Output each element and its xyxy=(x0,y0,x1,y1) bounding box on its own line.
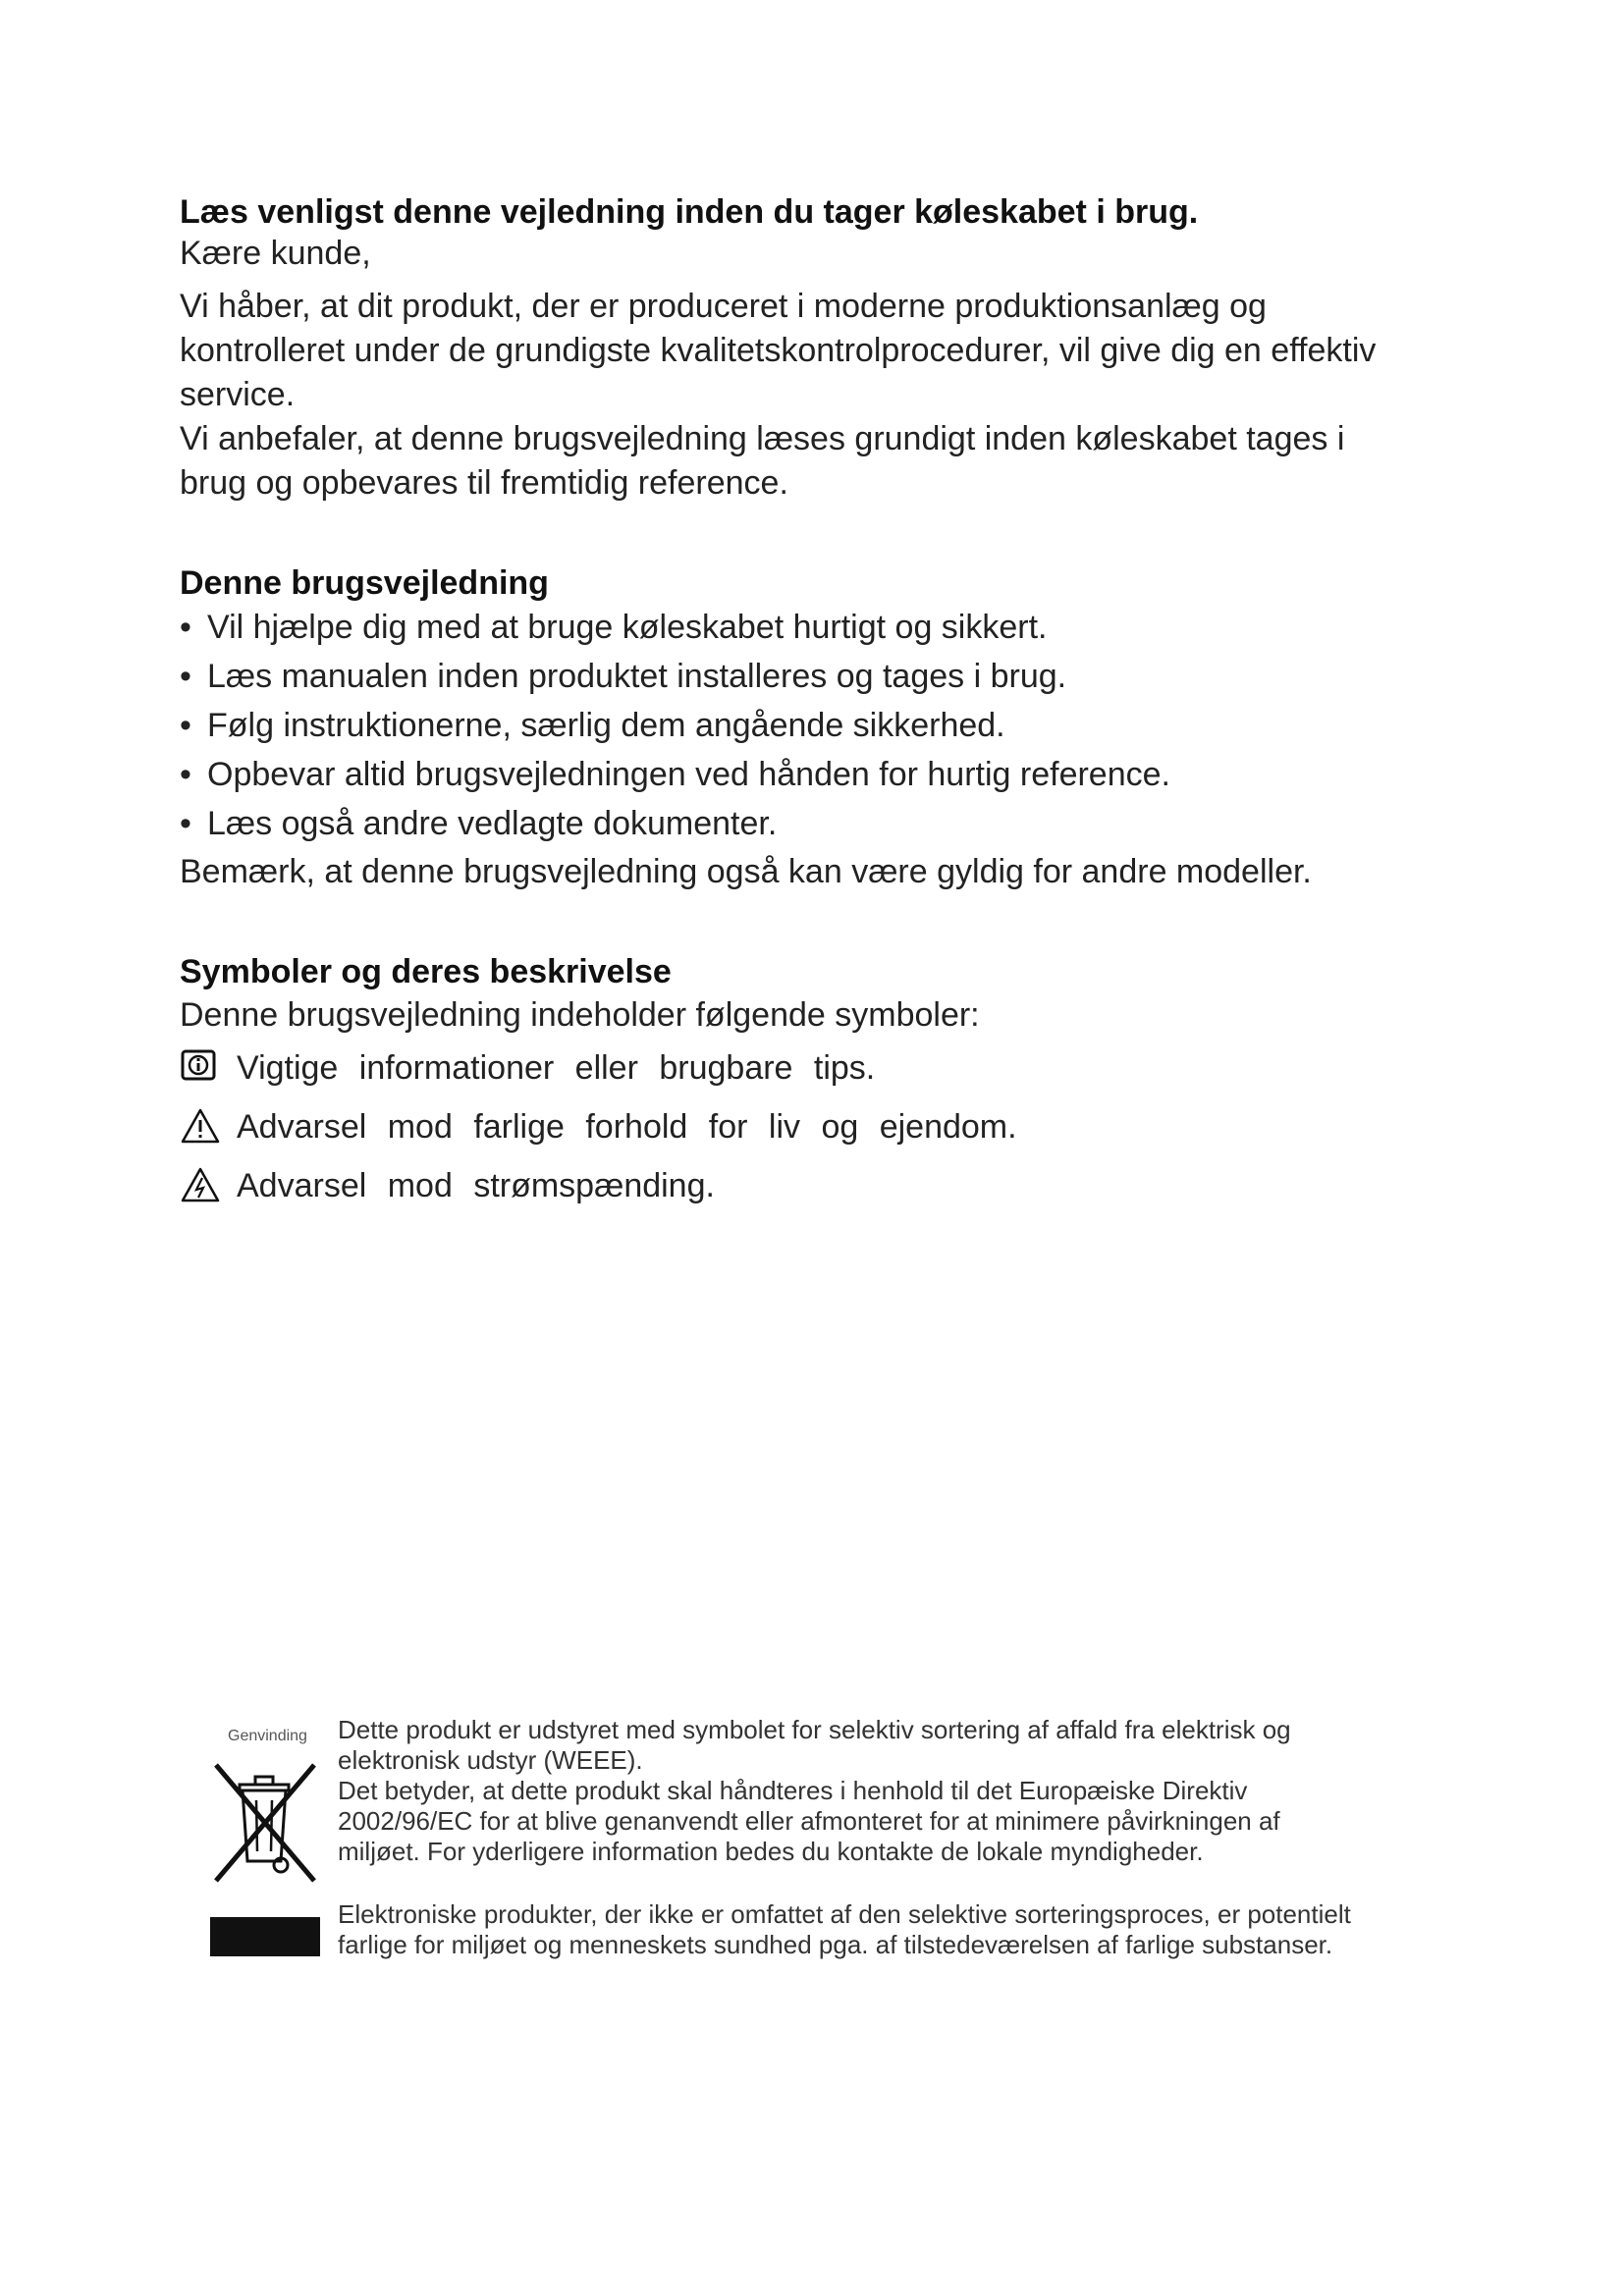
weee-text-1 xyxy=(338,1715,1291,1867)
intro-paragraph-2-line: Vi anbefaler, at denne brugsvejledning læses grundigt inden køleskabet tages i xyxy=(180,420,1345,457)
weee-text-line: elektronisk udstyr (WEEE). xyxy=(338,1745,643,1775)
weee-text-line: miljøet. For yderligere information bedes du kontakte de lokale myndigheder. xyxy=(338,1837,1204,1866)
weee-text-line: Elektroniske produkter, der ikke er omfattet af den selektive sorteringsproces, er potentielt xyxy=(338,1899,1351,1929)
intro-title: Læs venligst denne vejledning inden du tager køleskabet i brug. xyxy=(180,193,1199,231)
symbol-warning-text: Advarsel mod farlige forhold for liv og ejendom. xyxy=(237,1107,1017,1146)
symbol-info-text: Vigtige informationer eller brugbare tips. xyxy=(237,1048,876,1087)
manual-note: Bemærk, at denne brugsvejledning også kan være gyldig for andre modeller. xyxy=(180,853,1312,890)
list-item: • Vil hjælpe dig med at bruge køleskabet hurtigt og sikkert. xyxy=(180,609,1048,646)
weee-text-line: 2002/96/EC for at blive genanvendt eller afmonteret for at minimere påvirkningen af xyxy=(338,1806,1280,1836)
intro-paragraph-1-line: service. xyxy=(180,376,296,413)
intro-paragraph-1-line: kontrolleret under de grundigste kvalitetskontrolprocedurer, vil give dig en effektiv xyxy=(180,332,1377,369)
symbol-row-electric xyxy=(180,1166,715,1205)
list-item: • Læs også andre vedlagte dokumenter. xyxy=(180,805,778,842)
weee-black-bar xyxy=(210,1917,320,1956)
manual-bullet-list xyxy=(180,603,1170,848)
intro-paragraph-1-line: Vi håber, at dit produkt, der er produceret i moderne produktionsanlæg og xyxy=(180,288,1267,325)
intro-greeting: Kære kunde, xyxy=(180,235,371,272)
symbol-row-warning xyxy=(180,1107,1017,1147)
intro-paragraph-2-line: brug og opbevares til fremtidig reference. xyxy=(180,464,788,502)
electric-warning-icon xyxy=(180,1166,221,1205)
symbol-electric-text: Advarsel mod strømspænding. xyxy=(237,1166,715,1204)
manual-heading: Denne brugsvejledning xyxy=(180,564,549,602)
weee-text-line: Det betyder, at dette produkt skal håndteres i henhold til det Europæiske Direktiv xyxy=(338,1776,1248,1805)
list-item: • Følg instruktionerne, særlig dem angående sikkerhed. xyxy=(180,707,1005,744)
symbol-row-info xyxy=(180,1048,875,1088)
weee-text-line: Dette produkt er udstyret med symbolet for selektiv sortering af affald fra elektrisk og xyxy=(338,1715,1291,1744)
intro-paragraph-1 xyxy=(180,285,1376,417)
recycling-label: Genvinding xyxy=(228,1728,307,1744)
weee-text-line: farlige for miljøet og menneskets sundhed pga. af tilstedeværelsen af farlige substanser. xyxy=(338,1930,1333,1959)
symbols-intro: Denne brugsvejledning indeholder følgende symboler: xyxy=(180,996,980,1034)
list-item: • Læs manualen inden produktet installeres og tages i brug. xyxy=(180,658,1067,695)
info-icon xyxy=(180,1048,221,1088)
intro-paragraph-2 xyxy=(180,417,1344,506)
crossed-out-bin-icon xyxy=(210,1759,320,1887)
symbols-heading: Symboler og deres beskrivelse xyxy=(180,953,672,990)
list-item: • Opbevar altid brugsvejledningen ved hånden for hurtig reference. xyxy=(180,756,1170,793)
weee-text-2 xyxy=(338,1899,1351,1960)
warning-icon xyxy=(180,1107,221,1147)
